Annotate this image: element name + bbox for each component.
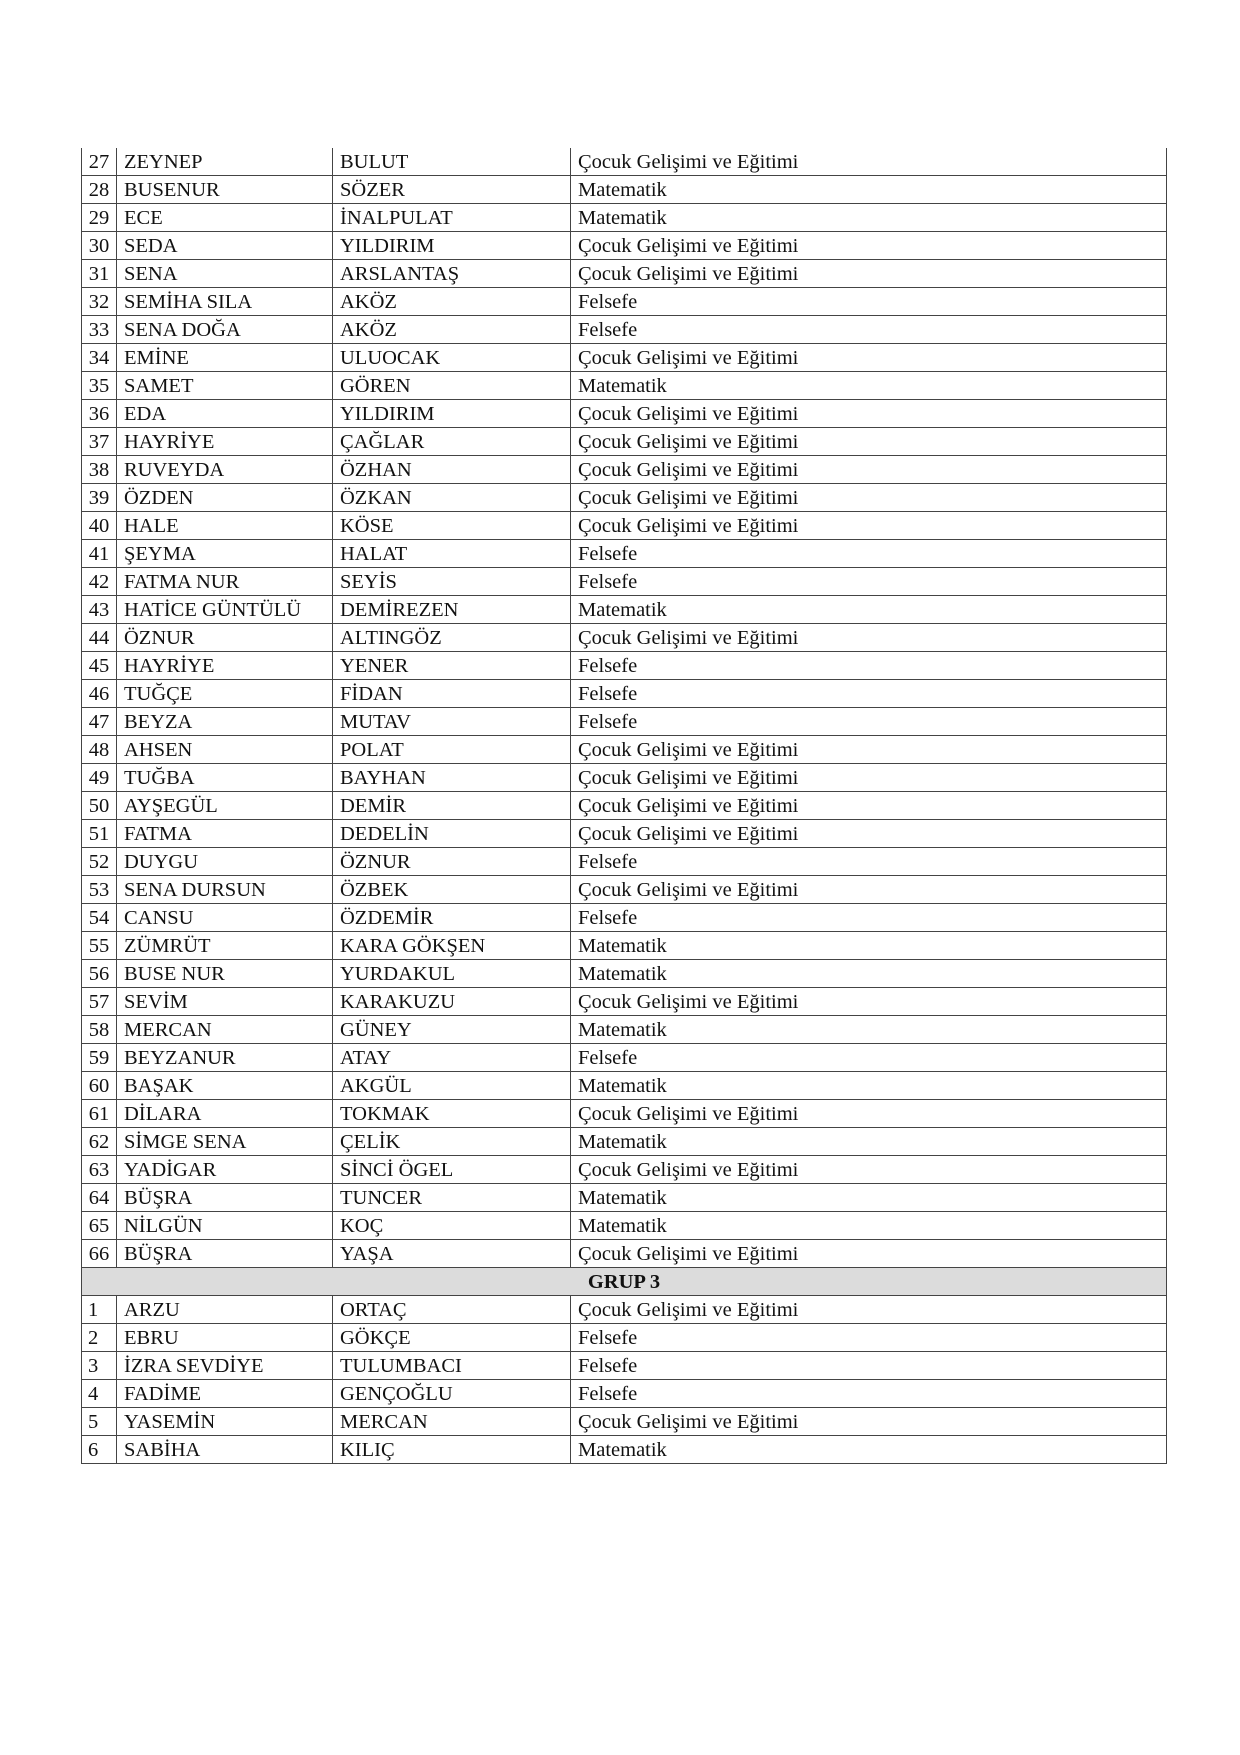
first-name: YASEMİN [117, 1408, 333, 1436]
department: Çocuk Gelişimi ve Eğitimi [571, 1296, 1167, 1324]
first-name: DİLARA [117, 1100, 333, 1128]
table-row [82, 344, 1167, 372]
department: Matematik [571, 204, 1167, 232]
department: Felsefe [571, 288, 1167, 316]
table-row [82, 1072, 1167, 1100]
table-row [82, 512, 1167, 540]
first-name: FADİME [117, 1380, 333, 1408]
table-row [82, 1212, 1167, 1240]
first-name: BEYZANUR [117, 1044, 333, 1072]
last-name: GÜNEY [333, 1016, 571, 1044]
last-name: POLAT [333, 736, 571, 764]
table-row [82, 1044, 1167, 1072]
department: Çocuk Gelişimi ve Eğitimi [571, 1156, 1167, 1184]
department: Felsefe [571, 540, 1167, 568]
table-row [82, 372, 1167, 400]
row-number: 40 [82, 512, 117, 540]
last-name: ÖZBEK [333, 876, 571, 904]
department: Çocuk Gelişimi ve Eğitimi [571, 512, 1167, 540]
first-name: ARZU [117, 1296, 333, 1324]
row-number: 49 [82, 764, 117, 792]
department: Felsefe [571, 848, 1167, 876]
row-number: 29 [82, 204, 117, 232]
last-name: YILDIRIM [333, 400, 571, 428]
first-name: BÜŞRA [117, 1184, 333, 1212]
row-number: 41 [82, 540, 117, 568]
row-number: 53 [82, 876, 117, 904]
first-name: FATMA [117, 820, 333, 848]
table-row [82, 1324, 1167, 1352]
last-name: MERCAN [333, 1408, 571, 1436]
department: Matematik [571, 1128, 1167, 1156]
row-number: 35 [82, 372, 117, 400]
last-name: GÖREN [333, 372, 571, 400]
last-name: AKÖZ [333, 316, 571, 344]
row-number: 43 [82, 596, 117, 624]
first-name: ZEYNEP [117, 148, 333, 176]
last-name: ARSLANTAŞ [333, 260, 571, 288]
row-number: 5 [82, 1408, 117, 1436]
department: Çocuk Gelişimi ve Eğitimi [571, 820, 1167, 848]
last-name: GENÇOĞLU [333, 1380, 571, 1408]
table-row [82, 428, 1167, 456]
table-row [82, 400, 1167, 428]
row-number: 42 [82, 568, 117, 596]
row-number: 64 [82, 1184, 117, 1212]
row-number: 38 [82, 456, 117, 484]
department: Çocuk Gelişimi ve Eğitimi [571, 1100, 1167, 1128]
table-row [82, 484, 1167, 512]
table-row [82, 820, 1167, 848]
table-row [82, 232, 1167, 260]
first-name: ECE [117, 204, 333, 232]
row-number: 58 [82, 1016, 117, 1044]
table-row [82, 652, 1167, 680]
department: Çocuk Gelişimi ve Eğitimi [571, 232, 1167, 260]
last-name: ÖZKAN [333, 484, 571, 512]
table-row [82, 596, 1167, 624]
row-number: 46 [82, 680, 117, 708]
last-name: ÖZHAN [333, 456, 571, 484]
last-name: BAYHAN [333, 764, 571, 792]
last-name: AKÖZ [333, 288, 571, 316]
table-row [82, 764, 1167, 792]
table-row [82, 288, 1167, 316]
last-name: YAŞA [333, 1240, 571, 1268]
table-row [82, 456, 1167, 484]
department: Matematik [571, 1016, 1167, 1044]
first-name: NİLGÜN [117, 1212, 333, 1240]
department: Matematik [571, 372, 1167, 400]
row-number: 32 [82, 288, 117, 316]
last-name: KARAKUZU [333, 988, 571, 1016]
row-number: 44 [82, 624, 117, 652]
last-name: KÖSE [333, 512, 571, 540]
table-row [82, 736, 1167, 764]
row-number: 61 [82, 1100, 117, 1128]
first-name: BAŞAK [117, 1072, 333, 1100]
department: Çocuk Gelişimi ve Eğitimi [571, 736, 1167, 764]
row-number: 36 [82, 400, 117, 428]
row-number: 66 [82, 1240, 117, 1268]
last-name: KILIÇ [333, 1436, 571, 1464]
table-row [82, 1240, 1167, 1268]
first-name: SEDA [117, 232, 333, 260]
last-name: FİDAN [333, 680, 571, 708]
table-row [82, 848, 1167, 876]
department: Çocuk Gelişimi ve Eğitimi [571, 624, 1167, 652]
row-number: 50 [82, 792, 117, 820]
department: Felsefe [571, 1380, 1167, 1408]
table-row [82, 1436, 1167, 1464]
last-name: MUTAV [333, 708, 571, 736]
row-number: 57 [82, 988, 117, 1016]
first-name: CANSU [117, 904, 333, 932]
table-row [82, 792, 1167, 820]
table-row [82, 988, 1167, 1016]
last-name: YENER [333, 652, 571, 680]
row-number: 55 [82, 932, 117, 960]
last-name: TULUMBACI [333, 1352, 571, 1380]
row-number: 27 [82, 148, 117, 176]
first-name: ÖZNUR [117, 624, 333, 652]
first-name: BUSE NUR [117, 960, 333, 988]
first-name: FATMA NUR [117, 568, 333, 596]
first-name: İZRA SEVDİYE [117, 1352, 333, 1380]
department: Çocuk Gelişimi ve Eğitimi [571, 428, 1167, 456]
first-name: ŞEYMA [117, 540, 333, 568]
row-number: 30 [82, 232, 117, 260]
last-name: GÖKÇE [333, 1324, 571, 1352]
first-name: HALE [117, 512, 333, 540]
table-row [82, 1100, 1167, 1128]
last-name: ÇAĞLAR [333, 428, 571, 456]
first-name: ÖZDEN [117, 484, 333, 512]
last-name: AKGÜL [333, 1072, 571, 1100]
department: Felsefe [571, 680, 1167, 708]
department: Matematik [571, 1072, 1167, 1100]
row-number: 28 [82, 176, 117, 204]
table-row [82, 932, 1167, 960]
last-name: SÖZER [333, 176, 571, 204]
first-name: SENA DURSUN [117, 876, 333, 904]
table-row [82, 1296, 1167, 1324]
department: Çocuk Gelişimi ve Eğitimi [571, 148, 1167, 176]
group-2-rows [82, 148, 1167, 1268]
first-name: DUYGU [117, 848, 333, 876]
department: Felsefe [571, 1044, 1167, 1072]
row-number: 60 [82, 1072, 117, 1100]
table-row [82, 1128, 1167, 1156]
row-number: 33 [82, 316, 117, 344]
row-number: 37 [82, 428, 117, 456]
row-number: 48 [82, 736, 117, 764]
table-row [82, 1352, 1167, 1380]
first-name: BUSENUR [117, 176, 333, 204]
first-name: SABİHA [117, 1436, 333, 1464]
last-name: ALTINGÖZ [333, 624, 571, 652]
last-name: KOÇ [333, 1212, 571, 1240]
department: Çocuk Gelişimi ve Eğitimi [571, 988, 1167, 1016]
row-number: 34 [82, 344, 117, 372]
first-name: HAYRİYE [117, 428, 333, 456]
department: Felsefe [571, 568, 1167, 596]
table-row [82, 680, 1167, 708]
last-name: HALAT [333, 540, 571, 568]
first-name: SEVİM [117, 988, 333, 1016]
last-name: ÖZDEMİR [333, 904, 571, 932]
last-name: SEYİS [333, 568, 571, 596]
table-row [82, 1380, 1167, 1408]
last-name: ÇELİK [333, 1128, 571, 1156]
department: Matematik [571, 1184, 1167, 1212]
last-name: ORTAÇ [333, 1296, 571, 1324]
first-name: RUVEYDA [117, 456, 333, 484]
department: Matematik [571, 960, 1167, 988]
first-name: EBRU [117, 1324, 333, 1352]
table-row [82, 316, 1167, 344]
department: Matematik [571, 176, 1167, 204]
first-name: EDA [117, 400, 333, 428]
last-name: BULUT [333, 148, 571, 176]
last-name: DEDELİN [333, 820, 571, 848]
last-name: TUNCER [333, 1184, 571, 1212]
first-name: SAMET [117, 372, 333, 400]
last-name: TOKMAK [333, 1100, 571, 1128]
table-row [82, 204, 1167, 232]
group-3-section [82, 1268, 1167, 1296]
table-row [82, 176, 1167, 204]
department: Çocuk Gelişimi ve Eğitimi [571, 764, 1167, 792]
department: Çocuk Gelişimi ve Eğitimi [571, 1240, 1167, 1268]
last-name: ATAY [333, 1044, 571, 1072]
group-header-row [82, 1268, 1167, 1296]
department: Çocuk Gelişimi ve Eğitimi [571, 456, 1167, 484]
department: Çocuk Gelişimi ve Eğitimi [571, 260, 1167, 288]
department: Çocuk Gelişimi ve Eğitimi [571, 344, 1167, 372]
department: Felsefe [571, 652, 1167, 680]
last-name: SİNCİ ÖGEL [333, 1156, 571, 1184]
first-name: TUĞÇE [117, 680, 333, 708]
table-row [82, 1408, 1167, 1436]
table-row [82, 904, 1167, 932]
department: Felsefe [571, 316, 1167, 344]
first-name: YADİGAR [117, 1156, 333, 1184]
last-name: YURDAKUL [333, 960, 571, 988]
student-list-table [81, 148, 1167, 1464]
row-number: 3 [82, 1352, 117, 1380]
last-name: DEMİREZEN [333, 596, 571, 624]
row-number: 45 [82, 652, 117, 680]
row-number: 39 [82, 484, 117, 512]
department: Matematik [571, 596, 1167, 624]
row-number: 65 [82, 1212, 117, 1240]
table-row [82, 624, 1167, 652]
first-name: MERCAN [117, 1016, 333, 1044]
first-name: TUĞBA [117, 764, 333, 792]
row-number: 47 [82, 708, 117, 736]
table-row [82, 960, 1167, 988]
department: Matematik [571, 1212, 1167, 1240]
first-name: SİMGE SENA [117, 1128, 333, 1156]
row-number: 51 [82, 820, 117, 848]
row-number: 52 [82, 848, 117, 876]
last-name: ÖZNUR [333, 848, 571, 876]
department: Çocuk Gelişimi ve Eğitimi [571, 792, 1167, 820]
first-name: SENA DOĞA [117, 316, 333, 344]
last-name: DEMİR [333, 792, 571, 820]
row-number: 62 [82, 1128, 117, 1156]
first-name: SEMİHA SILA [117, 288, 333, 316]
department: Felsefe [571, 1324, 1167, 1352]
first-name: EMİNE [117, 344, 333, 372]
table-row [82, 148, 1167, 176]
department: Çocuk Gelişimi ve Eğitimi [571, 1408, 1167, 1436]
table-row [82, 568, 1167, 596]
department: Matematik [571, 1436, 1167, 1464]
row-number: 59 [82, 1044, 117, 1072]
last-name: YILDIRIM [333, 232, 571, 260]
group-3-rows [82, 1296, 1167, 1464]
row-number: 6 [82, 1436, 117, 1464]
row-number: 31 [82, 260, 117, 288]
department: Çocuk Gelişimi ve Eğitimi [571, 400, 1167, 428]
department: Çocuk Gelişimi ve Eğitimi [571, 876, 1167, 904]
first-name: HATİCE GÜNTÜLÜ [117, 596, 333, 624]
first-name: SENA [117, 260, 333, 288]
group-header-label: GRUP 3 [82, 1268, 1167, 1296]
row-number: 54 [82, 904, 117, 932]
first-name: HAYRİYE [117, 652, 333, 680]
first-name: AHSEN [117, 736, 333, 764]
table-row [82, 260, 1167, 288]
table-row [82, 1156, 1167, 1184]
department: Felsefe [571, 1352, 1167, 1380]
first-name: AYŞEGÜL [117, 792, 333, 820]
table-row [82, 708, 1167, 736]
row-number: 1 [82, 1296, 117, 1324]
first-name: BEYZA [117, 708, 333, 736]
table-row [82, 1016, 1167, 1044]
department: Matematik [571, 932, 1167, 960]
first-name: ZÜMRÜT [117, 932, 333, 960]
row-number: 2 [82, 1324, 117, 1352]
table-row [82, 1184, 1167, 1212]
department: Felsefe [571, 708, 1167, 736]
row-number: 63 [82, 1156, 117, 1184]
table-row [82, 540, 1167, 568]
first-name: BÜŞRA [117, 1240, 333, 1268]
last-name: İNALPULAT [333, 204, 571, 232]
last-name: KARA GÖKŞEN [333, 932, 571, 960]
table-row [82, 876, 1167, 904]
row-number: 56 [82, 960, 117, 988]
row-number: 4 [82, 1380, 117, 1408]
last-name: ULUOCAK [333, 344, 571, 372]
department: Çocuk Gelişimi ve Eğitimi [571, 484, 1167, 512]
department: Felsefe [571, 904, 1167, 932]
